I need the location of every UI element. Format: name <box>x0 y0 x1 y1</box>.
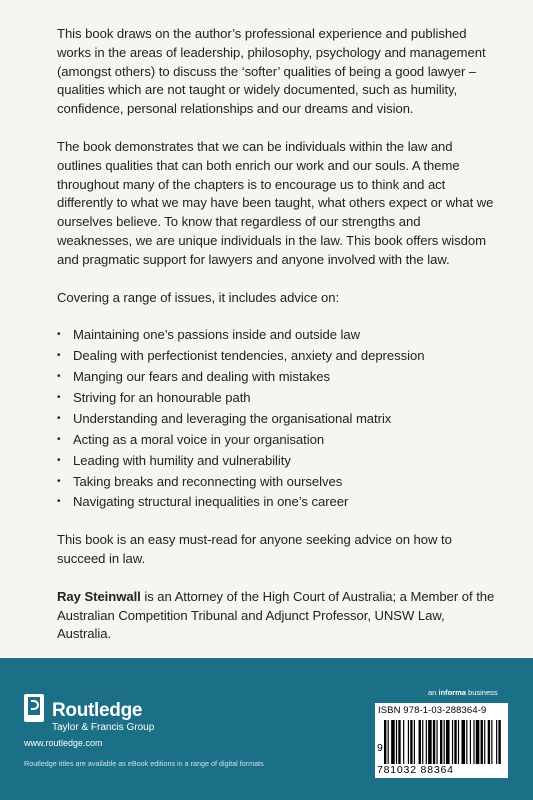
closing-paragraph: This book is an easy must-read for anyone seeking advice on how to succeed in law. <box>57 532 452 567</box>
list-item <box>57 389 497 408</box>
bullet-glyph: • <box>57 496 61 508</box>
bullet-glyph: • <box>57 475 61 487</box>
list-item <box>57 473 497 492</box>
list-item <box>57 347 497 366</box>
list-item <box>57 368 497 387</box>
bullet-glyph: • <box>57 454 61 466</box>
back-cover-text <box>57 25 497 663</box>
author-bio <box>57 588 497 644</box>
list-item-text: Dealing with perfectionist tendencies, anxiety and depression <box>73 348 425 364</box>
list-item <box>57 431 497 450</box>
ebook-note: Routledge titles are available as eBook editions in a range of digital formats <box>24 759 264 768</box>
list-item-text: Striving for an honourable path <box>73 390 251 406</box>
informa-business-label: an informa business <box>428 688 498 697</box>
publisher-url: www.routledge.com <box>24 738 103 748</box>
bullet-glyph: • <box>57 329 61 341</box>
list-item-text: Taking breaks and reconnecting with ourselves <box>73 473 343 489</box>
bullet-glyph: • <box>57 371 61 383</box>
list-item-text: Navigating structural inequalities in one’s career <box>73 494 349 510</box>
description-paragraph-1: This book draws on the author’s professional experience and published works in the areas of leadership, philosophy, psychology and management (amongst others) to discuss the ‘softer’ qualities of being a good lawyer – qualities which are not taught or widely documented, such as humility, confidence, personal relationships and our dreams and vision. <box>57 26 486 117</box>
list-item-text: Maintaining one’s passions inside and outside law <box>73 327 361 343</box>
publisher-group: Taylor & Francis Group <box>52 722 155 733</box>
barcode-icon <box>384 720 502 764</box>
list-item <box>57 452 497 471</box>
topics-list <box>57 326 497 512</box>
author-name: Ray Steinwall <box>57 588 141 604</box>
publisher-name: Routledge <box>52 700 143 721</box>
isbn-prefix-digit: 9 <box>377 742 383 754</box>
bullet-glyph: • <box>57 392 61 404</box>
list-item-text: Acting as a moral voice in your organisation <box>73 431 325 447</box>
bullet-glyph: • <box>57 412 61 424</box>
routledge-r-logo-icon <box>24 694 44 722</box>
list-item-text: Leading with humility and vulnerability <box>73 452 291 468</box>
list-item <box>57 410 497 429</box>
list-item <box>57 493 497 512</box>
bullet-glyph: • <box>57 350 61 362</box>
bullet-glyph: • <box>57 433 61 445</box>
description-paragraph-2: The book demonstrates that we can be individuals within the law and outlines qualities that can both enrich our work and our souls. A theme throughout many of the chapters is to encourage us to think and act differently to what we may have been taught, what others expect or what we ourselves believe. To know that regardless of our strengths and weaknesses, we are unique individuals in the law. This book offers wisdom and pragmatic support for lawyers and anyone involved with the law. <box>57 138 494 267</box>
list-item-text: Understanding and leveraging the organisational matrix <box>73 410 392 426</box>
list-intro: Covering a range of issues, it includes advice on: <box>57 289 340 305</box>
isbn-digits: 781032 88364 <box>377 764 454 776</box>
author-bio-text: is an Attorney of the High Court of Australia; a Member of the Australian Competition Tribunal and Adjunct Professor, UNSW Law, Australia. <box>57 588 495 642</box>
list-item <box>57 326 497 345</box>
list-item-text: Manging our fears and dealing with mistakes <box>73 369 330 385</box>
isbn-label: ISBN 978-1-03-288364-9 <box>378 705 487 716</box>
